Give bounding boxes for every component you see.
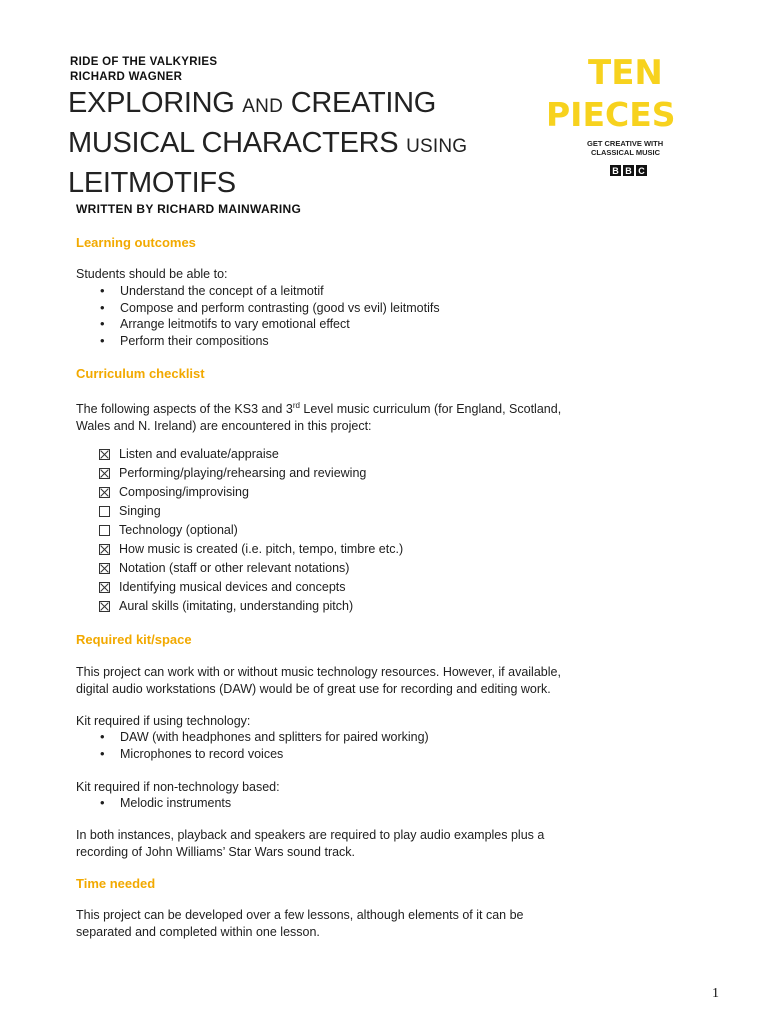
checklist-item: Notation (staff or other relevant notations) [99, 559, 403, 578]
list-item: • DAW (with headphones and splitters for paired working) [100, 729, 429, 746]
composer-name: RICHARD WAGNER [70, 71, 183, 83]
author-byline: WRITTEN BY RICHARD MAINWARING [76, 202, 302, 216]
title-word: CREATING [290, 87, 437, 119]
time-needed-heading: Time needed [76, 876, 156, 891]
kit-tech-list [100, 729, 429, 762]
list-item: • Understand the concept of a leitmotif [100, 283, 440, 300]
kit-both-paragraph: In both instances, playback and speakers are required to play audio examples plus a recording of John Williams’ Star Wars sound track. [76, 828, 545, 859]
learning-intro: Students should be able to: [76, 267, 228, 281]
curriculum-intro: The following aspects of the KS3 and 3rd Level music curriculum (for England, Scotland, Wales and N. Ireland) are encountered in this project: [76, 401, 562, 433]
kit-paragraph: This project can work with or without music technology resources. However, if available, digital audio workstations (DAW) would be of great use for recording and editing work. [76, 665, 561, 696]
logo-text-ten: TEN [588, 53, 663, 93]
title-word: LEITMOTIFS [68, 167, 236, 199]
time-paragraph: This project can be developed over a few lessons, although elements of it can be separated and completed within one lesson. [76, 908, 524, 939]
checkbox [99, 506, 110, 517]
checklist-item: Performing/playing/rehearsing and reviewing [99, 464, 403, 483]
document-title [68, 85, 498, 202]
logo-tagline: GET CREATIVE WITH [587, 139, 664, 148]
checklist-item: Composing/improvising [99, 483, 403, 502]
curriculum-checklist-heading: Curriculum checklist [76, 366, 205, 381]
logo-tagline: CLASSICAL MUSIC [591, 148, 661, 157]
list-item: • Perform their compositions [100, 333, 440, 350]
checklist-item: Identifying musical devices and concepts [99, 578, 403, 597]
title-word: MUSICAL CHARACTERS [68, 127, 399, 159]
svg-text:B: B [625, 166, 632, 176]
required-kit-heading: Required kit/space [76, 632, 192, 647]
checklist-item: Technology (optional) [99, 521, 403, 540]
ten-pieces-logo [540, 50, 720, 180]
checkbox [99, 544, 110, 555]
logo-text-pieces: PIECES [546, 95, 676, 134]
checkbox [99, 487, 110, 498]
curriculum-checklist [99, 445, 403, 616]
svg-text:B: B [612, 166, 619, 176]
learning-outcomes-heading: Learning outcomes [76, 235, 196, 250]
bbc-logo [610, 165, 647, 176]
title-word: AND [242, 96, 283, 117]
title-word: USING [406, 136, 468, 157]
kit-nontech-heading: Kit required if non-technology based: [76, 780, 280, 794]
checklist-item: Aural skills (imitating, understanding pitch) [99, 597, 403, 616]
checkbox [99, 582, 110, 593]
list-item: • Arrange leitmotifs to vary emotional effect [100, 316, 440, 333]
list-item: • Melodic instruments [100, 795, 231, 812]
checkbox [99, 468, 110, 479]
page-number: 1 [712, 986, 719, 1001]
learning-outcomes-list [100, 283, 440, 349]
title-word: EXPLORING [68, 87, 235, 119]
list-item: • Microphones to record voices [100, 746, 429, 763]
checkbox [99, 525, 110, 536]
checklist-item: Singing [99, 502, 403, 521]
list-item: • Compose and perform contrasting (good vs evil) leitmotifs [100, 300, 440, 317]
checkbox [99, 601, 110, 612]
svg-text:C: C [638, 166, 645, 176]
piece-title: RIDE OF THE VALKYRIES [70, 56, 218, 68]
checkbox [99, 449, 110, 460]
checklist-item: Listen and evaluate/appraise [99, 445, 403, 464]
kit-nontech-list [100, 795, 231, 812]
kit-tech-heading: Kit required if using technology: [76, 714, 251, 728]
checklist-item: How music is created (i.e. pitch, tempo, timbre etc.) [99, 540, 403, 559]
checkbox [99, 563, 110, 574]
